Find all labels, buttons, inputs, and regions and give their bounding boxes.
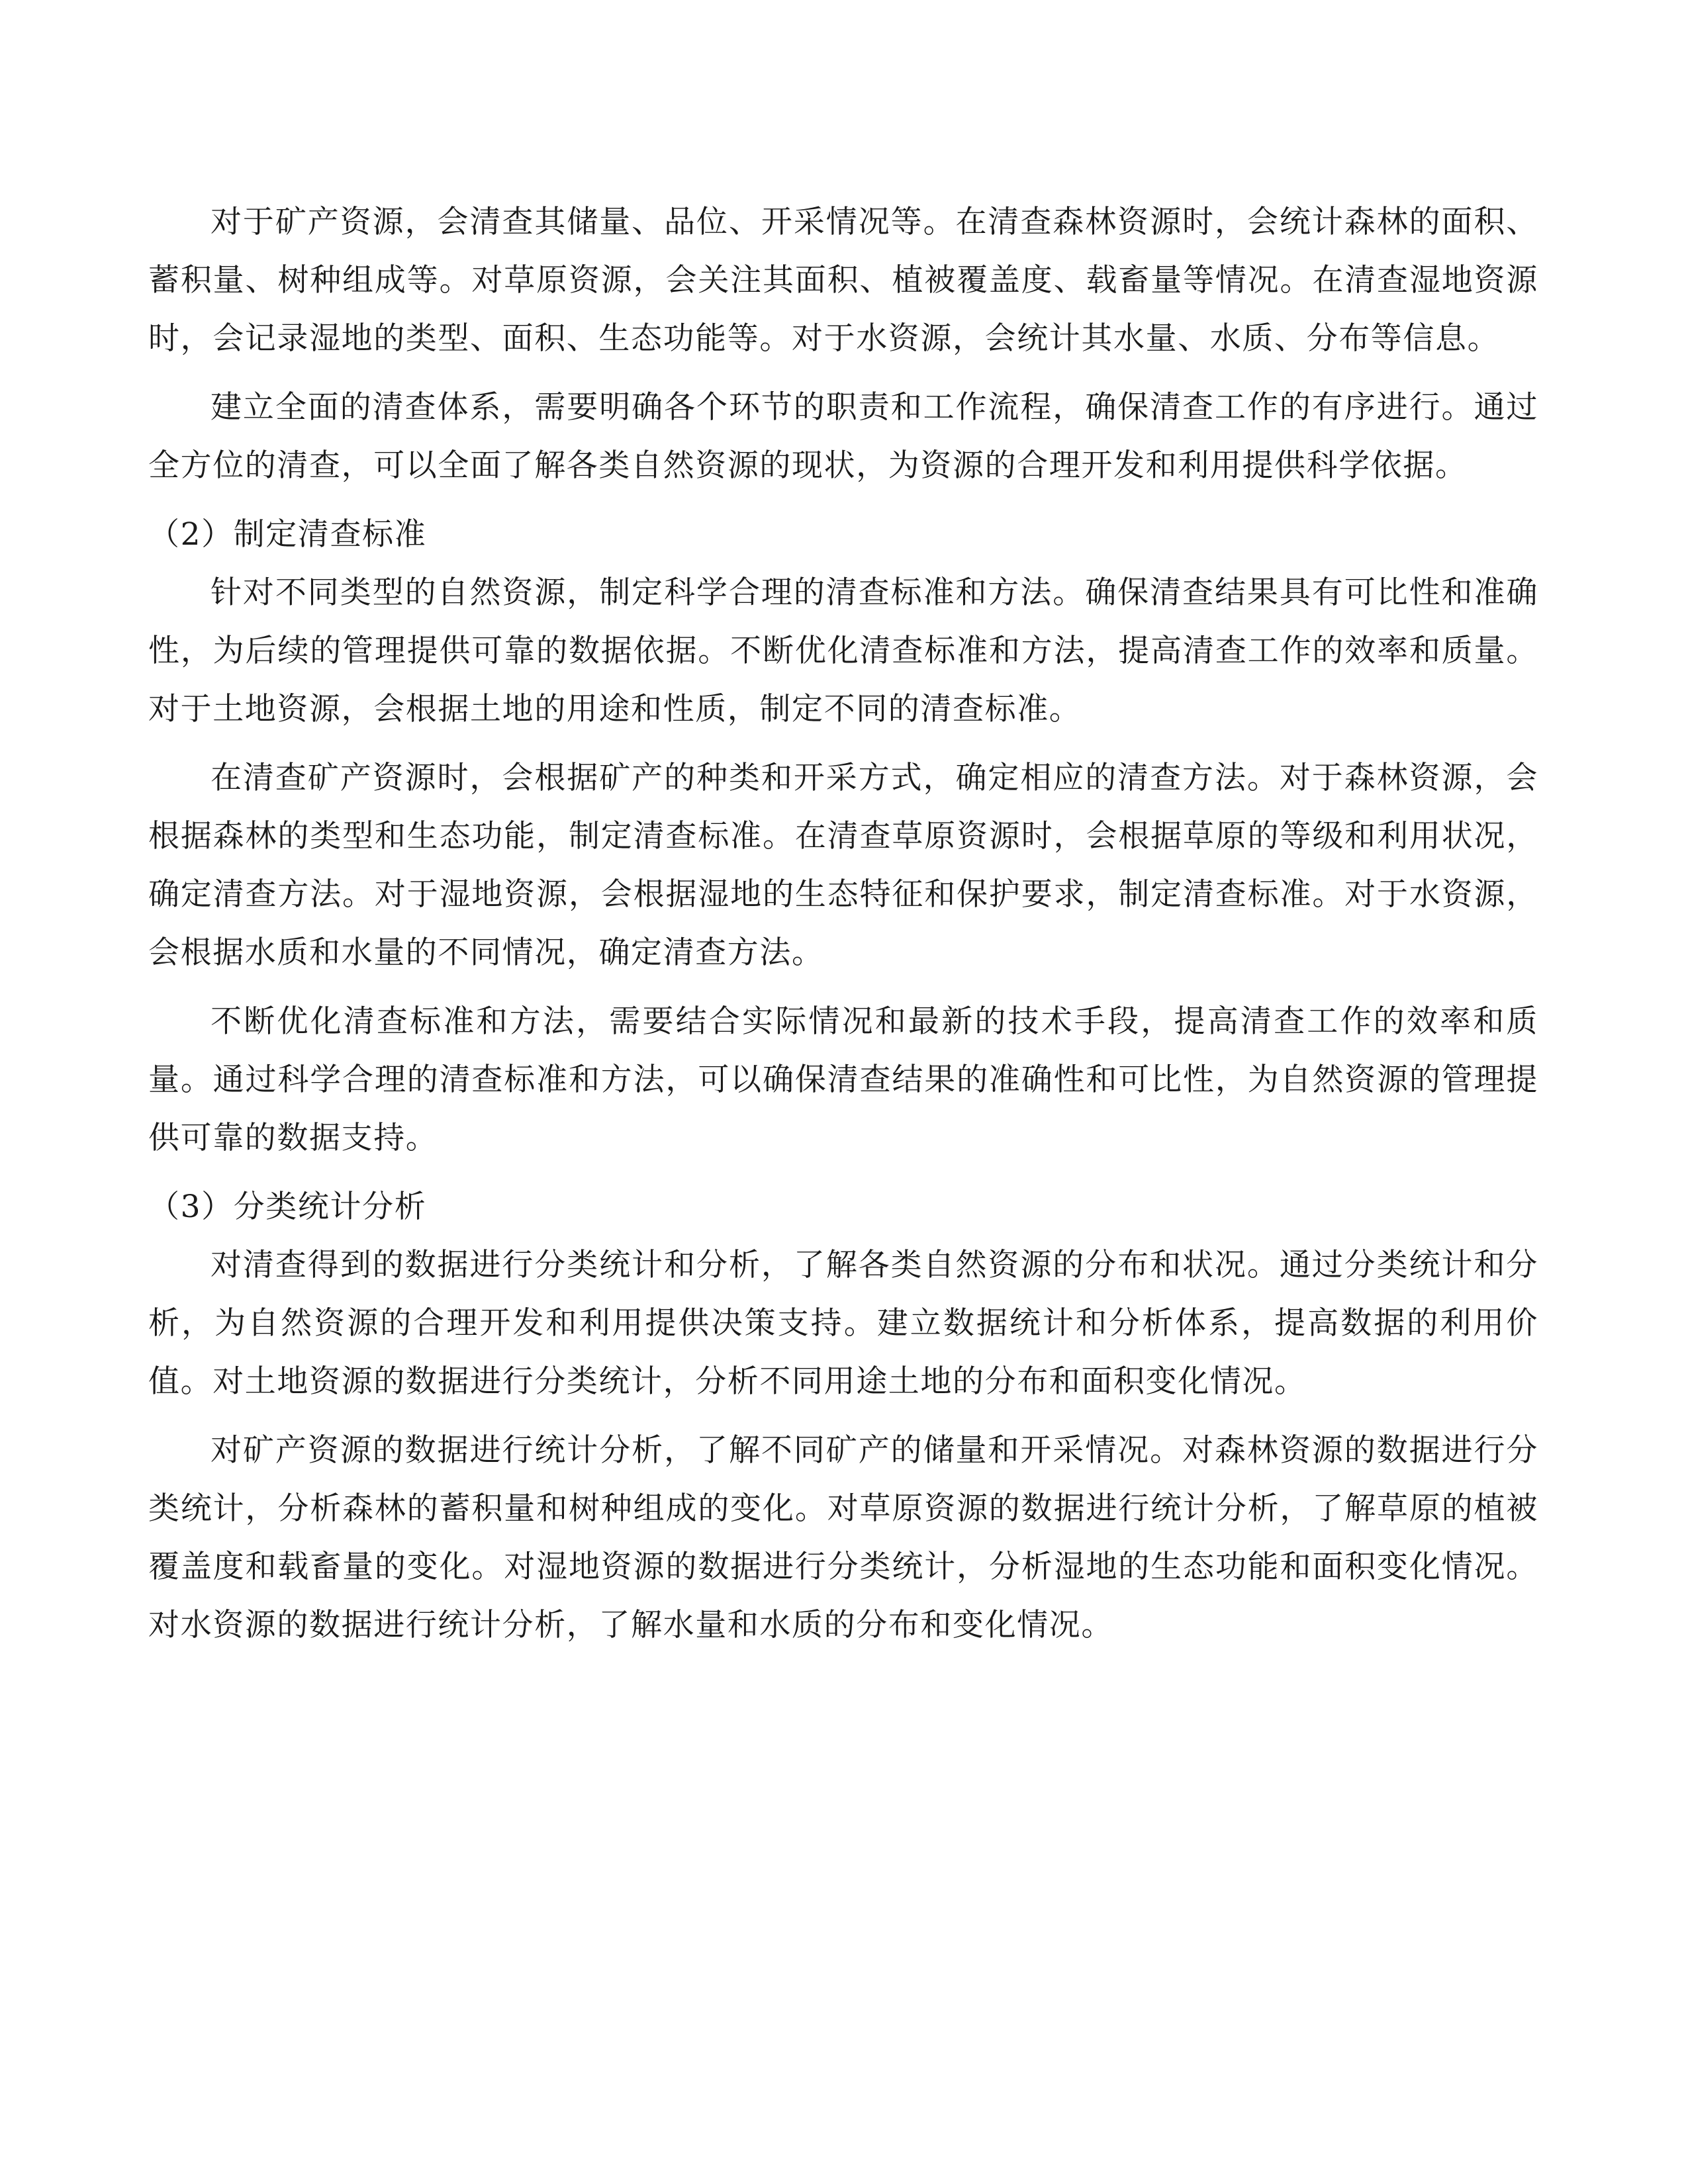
document-page — [148, 193, 1538, 1665]
paragraph-standards-optimization: 不断优化清查标准和方法，需要结合实际情况和最新的技术手段，提高清查工作的效率和质量。通过科学合理的清查标准和方法，可以确保清查结果的准确性和可比性，为自然资源的管理提供可靠的数据支持。 — [148, 1003, 1538, 1156]
section-heading-statistics: （3）分类统计分析 — [148, 1189, 427, 1225]
section-heading-standards: （2）制定清查标准 — [148, 516, 427, 553]
paragraph-standards-by-resource: 在清查矿产资源时，会根据矿产的种类和开采方式，确定相应的清查方法。对于森林资源，会根据森林的类型和生态功能，制定清查标准。在清查草原资源时，会根据草原的等级和利用状况，确定清查方法。对于湿地资源，会根据湿地的生态特征和保护要求，制定清查标准。对于水资源，会根据水质和水量的不同情况，确定清查方法。 — [148, 760, 1538, 971]
paragraph-statistics-intro: 对清查得到的数据进行分类统计和分析，了解各类自然资源的分布和状况。通过分类统计和分析，为自然资源的合理开发和利用提供决策支持。建立数据统计和分析体系，提高数据的利用价值。对土地资源的数据进行分类统计，分析不同用途土地的分布和面积变化情况。 — [148, 1247, 1538, 1400]
paragraph-mineral-forest-grassland: 对于矿产资源，会清查其储量、品位、开采情况等。在清查森林资源时，会统计森林的面积、蓄积量、树种组成等。对草原资源，会关注其面积、植被覆盖度、载畜量等情况。在清查湿地资源时，会记录湿地的类型、面积、生态功能等。对于水资源，会统计其水量、水质、分布等信息。 — [148, 204, 1538, 357]
paragraph-comprehensive-system: 建立全面的清查体系，需要明确各个环节的职责和工作流程，确保清查工作的有序进行。通过全方位的清查，可以全面了解各类自然资源的现状，为资源的合理开发和利用提供科学依据。 — [148, 389, 1538, 484]
paragraph-statistics-by-resource: 对矿产资源的数据进行统计分析，了解不同矿产的储量和开采情况。对森林资源的数据进行分类统计，分析森林的蓄积量和树种组成的变化。对草原资源的数据进行统计分析，了解草原的植被覆盖度和载畜量的变化。对湿地资源的数据进行分类统计，分析湿地的生态功能和面积变化情况。对水资源的数据进行统计分析，了解水量和水质的分布和变化情况。 — [148, 1432, 1538, 1643]
paragraph-standards-intro: 针对不同类型的自然资源，制定科学合理的清查标准和方法。确保清查结果具有可比性和准确性，为后续的管理提供可靠的数据依据。不断优化清查标准和方法，提高清查工作的效率和质量。对于土地资源，会根据土地的用途和性质，制定不同的清查标准。 — [148, 574, 1538, 727]
